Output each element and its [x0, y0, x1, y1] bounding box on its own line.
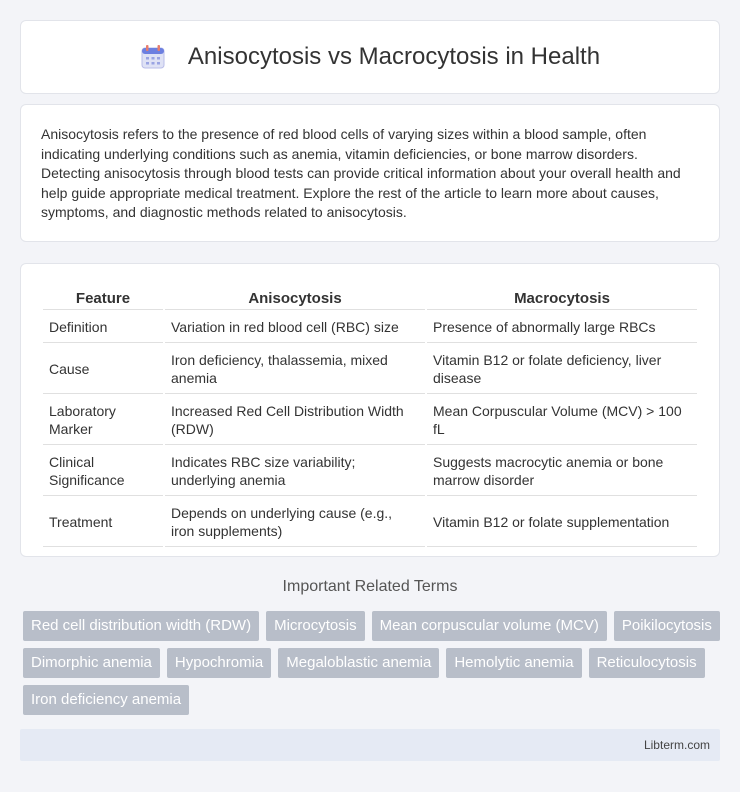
related-terms-section — [20, 578, 720, 715]
calendar-icon — [140, 44, 166, 70]
column-header-anisocytosis: Anisocytosis — [165, 286, 425, 310]
table-row — [43, 345, 697, 394]
table-cell: Laboratory Marker — [43, 396, 163, 445]
related-terms-title: Important Related Terms — [282, 578, 458, 595]
tag-iron-deficiency-anemia[interactable]: Iron deficiency anemia — [23, 685, 189, 715]
table-cell: Definition — [43, 312, 163, 343]
footer — [20, 729, 720, 761]
tag-microcytosis[interactable]: Microcytosis — [266, 611, 365, 641]
tag-rdw[interactable]: Red cell distribution width (RDW) — [23, 611, 259, 641]
table-cell: Clinical Significance — [43, 447, 163, 496]
table-cell: Mean Corpuscular Volume (MCV) > 100 fL — [427, 396, 697, 445]
table-row — [43, 447, 697, 496]
header-card — [20, 20, 720, 94]
page-title: Anisocytosis vs Macrocytosis in Health — [187, 43, 601, 70]
table-cell: Vitamin B12 or folate deficiency, liver disease — [427, 345, 697, 394]
comparison-table — [41, 284, 699, 549]
tag-poikilocytosis[interactable]: Poikilocytosis — [614, 611, 720, 641]
table-header-row — [43, 286, 697, 310]
related-terms-tags — [20, 611, 720, 715]
comparison-table-card — [20, 263, 720, 557]
table-row — [43, 498, 697, 547]
tag-hemolytic-anemia[interactable]: Hemolytic anemia — [446, 648, 581, 678]
table-cell: Indicates RBC size variability; underlying anemia — [165, 447, 425, 496]
table-cell: Iron deficiency, thalassemia, mixed anemia — [165, 345, 425, 394]
tag-dimorphic-anemia[interactable]: Dimorphic anemia — [23, 648, 160, 678]
table-cell: Cause — [43, 345, 163, 394]
tag-hypochromia[interactable]: Hypochromia — [167, 648, 271, 678]
title-wrap — [140, 43, 600, 71]
table-cell: Treatment — [43, 498, 163, 547]
table-cell: Variation in red blood cell (RBC) size — [165, 312, 425, 343]
table-cell: Presence of abnormally large RBCs — [427, 312, 697, 343]
table-cell: Suggests macrocytic anemia or bone marrow disorder — [427, 447, 697, 496]
tag-megaloblastic-anemia[interactable]: Megaloblastic anemia — [278, 648, 439, 678]
column-header-macrocytosis: Macrocytosis — [427, 286, 697, 310]
table-cell: Depends on underlying cause (e.g., iron supplements) — [165, 498, 425, 547]
intro-card — [20, 104, 720, 242]
table-row — [43, 312, 697, 343]
column-header-feature: Feature — [43, 286, 163, 310]
table-cell: Vitamin B12 or folate supplementation — [427, 498, 697, 547]
table-cell: Increased Red Cell Distribution Width (RDW) — [165, 396, 425, 445]
tag-reticulocytosis[interactable]: Reticulocytosis — [589, 648, 705, 678]
footer-brand-link[interactable]: Libterm.com — [643, 738, 710, 752]
table-row — [43, 396, 697, 445]
intro-paragraph: Anisocytosis refers to the presence of red blood cells of varying sizes within a blood sample, often indicating underlying conditions such as anemia, vitamin deficiencies, or bone marrow disorders. Detecting anisocytosis through blood tests can provide critical information about your overall health and help guide appropriate medical treatment. Explore the rest of the article to learn more about causes, symptoms, and diagnostic methods related to anisocytosis. — [41, 126, 681, 221]
tag-mcv[interactable]: Mean corpuscular volume (MCV) — [372, 611, 607, 641]
